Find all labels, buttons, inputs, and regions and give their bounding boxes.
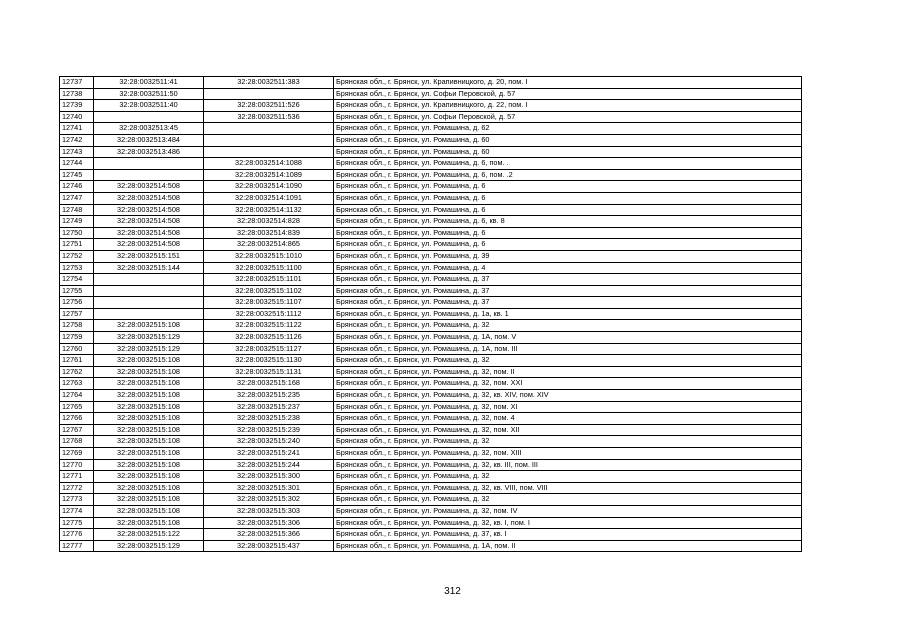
record-number-cell: 12773 (60, 494, 94, 506)
object-cadastral-number-cell: 32:28:0032515:1127 (204, 343, 334, 355)
source-cadastral-number-cell: 32:28:0032515:108 (94, 390, 204, 402)
table-row (60, 169, 802, 181)
address-cell: Брянская обл., г. Брянск, ул. Крапивницкого, д. 22, пом. I (334, 100, 802, 112)
object-cadastral-number-cell (204, 123, 334, 135)
address-cell: Брянская обл., г. Брянск, ул. Ромашина, д. 6 (334, 192, 802, 204)
object-cadastral-number-cell: 32:28:0032511:383 (204, 77, 334, 89)
address-cell: Брянская обл., г. Брянск, ул. Ромашина, д. 32, кв. I, пом. I (334, 517, 802, 529)
record-number-cell: 12768 (60, 436, 94, 448)
source-cadastral-number-cell (94, 158, 204, 170)
object-cadastral-number-cell: 32:28:0032515:1102 (204, 285, 334, 297)
table-row (60, 517, 802, 529)
record-number-cell: 12776 (60, 529, 94, 541)
source-cadastral-number-cell: 32:28:0032514:508 (94, 239, 204, 251)
source-cadastral-number-cell: 32:28:0032515:108 (94, 448, 204, 460)
source-cadastral-number-cell: 32:28:0032515:108 (94, 494, 204, 506)
table-row (60, 297, 802, 309)
address-cell: Брянская обл., г. Брянск, ул. Софьи Перовской, д. 57 (334, 88, 802, 100)
address-cell: Брянская обл., г. Брянск, ул. Ромашина, д. 6 (334, 181, 802, 193)
table-row (60, 239, 802, 251)
source-cadastral-number-cell: 32:28:0032515:108 (94, 413, 204, 425)
object-cadastral-number-cell: 32:28:0032515:366 (204, 529, 334, 541)
object-cadastral-number-cell: 32:28:0032515:1130 (204, 355, 334, 367)
object-cadastral-number-cell: 32:28:0032515:1126 (204, 332, 334, 344)
source-cadastral-number-cell: 32:28:0032513:486 (94, 146, 204, 158)
object-cadastral-number-cell: 32:28:0032514:828 (204, 216, 334, 228)
table-row (60, 216, 802, 228)
table-row (60, 181, 802, 193)
table-row (60, 436, 802, 448)
address-cell: Брянская обл., г. Брянск, ул. Ромашина, д. 1А, пом. V (334, 332, 802, 344)
address-cell: Брянская обл., г. Брянск, ул. Ромашина, д. 32 (334, 355, 802, 367)
address-cell: Брянская обл., г. Брянск, ул. Ромашина, д. 1а, кв. 1 (334, 308, 802, 320)
table-row (60, 540, 802, 552)
table-row (60, 134, 802, 146)
table-row (60, 88, 802, 100)
table-row (60, 482, 802, 494)
record-number-cell: 12772 (60, 482, 94, 494)
address-cell: Брянская обл., г. Брянск, ул. Ромашина, д. 60 (334, 146, 802, 158)
source-cadastral-number-cell: 32:28:0032515:108 (94, 471, 204, 483)
object-cadastral-number-cell: 32:28:0032511:526 (204, 100, 334, 112)
source-cadastral-number-cell: 32:28:0032513:484 (94, 134, 204, 146)
object-cadastral-number-cell: 32:28:0032514:1091 (204, 192, 334, 204)
address-cell: Брянская обл., г. Брянск, ул. Ромашина, д. 6 (334, 204, 802, 216)
address-cell: Брянская обл., г. Брянск, ул. Ромашина, д. 60 (334, 134, 802, 146)
table-row (60, 111, 802, 123)
object-cadastral-number-cell: 32:28:0032514:1132 (204, 204, 334, 216)
table-row (60, 401, 802, 413)
table-row (60, 471, 802, 483)
source-cadastral-number-cell: 32:28:0032514:508 (94, 204, 204, 216)
object-cadastral-number-cell: 32:28:0032515:301 (204, 482, 334, 494)
address-cell: Брянская обл., г. Брянск, ул. Крапивницкого, д. 20, пом. I (334, 77, 802, 89)
address-cell: Брянская обл., г. Брянск, ул. Ромашина, д. 32, пом. XI (334, 401, 802, 413)
table-row (60, 158, 802, 170)
address-cell: Брянская обл., г. Брянск, ул. Ромашина, д. 32 (334, 494, 802, 506)
record-number-cell: 12748 (60, 204, 94, 216)
table-row (60, 123, 802, 135)
address-cell: Брянская обл., г. Брянск, ул. Ромашина, д. 32, кв. VIII, пом. VIII (334, 482, 802, 494)
record-number-cell: 12761 (60, 355, 94, 367)
record-number-cell: 12742 (60, 134, 94, 146)
source-cadastral-number-cell (94, 274, 204, 286)
record-number-cell: 12775 (60, 517, 94, 529)
table-row (60, 332, 802, 344)
record-number-cell: 12747 (60, 192, 94, 204)
address-cell: Брянская обл., г. Брянск, ул. Ромашина, д. 37 (334, 285, 802, 297)
record-number-cell: 12753 (60, 262, 94, 274)
table-row (60, 320, 802, 332)
table-row (60, 262, 802, 274)
source-cadastral-number-cell (94, 297, 204, 309)
table-row (60, 250, 802, 262)
source-cadastral-number-cell: 32:28:0032515:108 (94, 424, 204, 436)
table-row (60, 192, 802, 204)
record-number-cell: 12743 (60, 146, 94, 158)
object-cadastral-number-cell: 32:28:0032514:865 (204, 239, 334, 251)
source-cadastral-number-cell (94, 111, 204, 123)
object-cadastral-number-cell (204, 146, 334, 158)
object-cadastral-number-cell: 32:28:0032515:235 (204, 390, 334, 402)
table-row (60, 285, 802, 297)
record-number-cell: 12757 (60, 308, 94, 320)
table-row (60, 274, 802, 286)
address-cell: Брянская обл., г. Брянск, ул. Софьи Перовской, д. 57 (334, 111, 802, 123)
record-number-cell: 12756 (60, 297, 94, 309)
object-cadastral-number-cell: 32:28:0032515:244 (204, 459, 334, 471)
source-cadastral-number-cell: 32:28:0032515:108 (94, 505, 204, 517)
address-cell: Брянская обл., г. Брянск, ул. Ромашина, д. 32, пом. XII (334, 424, 802, 436)
object-cadastral-number-cell: 32:28:0032514:1088 (204, 158, 334, 170)
record-number-cell: 12759 (60, 332, 94, 344)
source-cadastral-number-cell: 32:28:0032515:108 (94, 366, 204, 378)
object-cadastral-number-cell: 32:28:0032515:1107 (204, 297, 334, 309)
record-number-cell: 12766 (60, 413, 94, 425)
record-number-cell: 12752 (60, 250, 94, 262)
table-row (60, 366, 802, 378)
address-cell: Брянская обл., г. Брянск, ул. Ромашина, д. 32, пом. II (334, 366, 802, 378)
address-cell: Брянская обл., г. Брянск, ул. Ромашина, д. 32 (334, 320, 802, 332)
address-cell: Брянская обл., г. Брянск, ул. Ромашина, д. 6 (334, 239, 802, 251)
table-row (60, 146, 802, 158)
record-number-cell: 12765 (60, 401, 94, 413)
source-cadastral-number-cell: 32:28:0032514:508 (94, 216, 204, 228)
table-row (60, 308, 802, 320)
object-cadastral-number-cell: 32:28:0032515:300 (204, 471, 334, 483)
source-cadastral-number-cell: 32:28:0032514:508 (94, 227, 204, 239)
source-cadastral-number-cell: 32:28:0032515:108 (94, 459, 204, 471)
source-cadastral-number-cell: 32:28:0032514:508 (94, 181, 204, 193)
object-cadastral-number-cell: 32:28:0032515:237 (204, 401, 334, 413)
object-cadastral-number-cell: 32:28:0032515:1101 (204, 274, 334, 286)
registry-table (59, 76, 802, 552)
page-number: 312 (444, 586, 461, 597)
source-cadastral-number-cell: 32:28:0032515:122 (94, 529, 204, 541)
address-cell: Брянская обл., г. Брянск, ул. Ромашина, д. 4 (334, 262, 802, 274)
source-cadastral-number-cell: 32:28:0032515:108 (94, 401, 204, 413)
table-row (60, 355, 802, 367)
source-cadastral-number-cell: 32:28:0032514:508 (94, 192, 204, 204)
object-cadastral-number-cell: 32:28:0032515:1010 (204, 250, 334, 262)
record-number-cell: 12745 (60, 169, 94, 181)
record-number-cell: 12767 (60, 424, 94, 436)
address-cell: Брянская обл., г. Брянск, ул. Ромашина, д. 32 (334, 471, 802, 483)
object-cadastral-number-cell (204, 88, 334, 100)
table-row (60, 227, 802, 239)
table-row (60, 77, 802, 89)
table-row (60, 424, 802, 436)
source-cadastral-number-cell: 32:28:0032511:41 (94, 77, 204, 89)
record-number-cell: 12750 (60, 227, 94, 239)
record-number-cell: 12769 (60, 448, 94, 460)
source-cadastral-number-cell: 32:28:0032515:151 (94, 250, 204, 262)
object-cadastral-number-cell: 32:28:0032515:239 (204, 424, 334, 436)
address-cell: Брянская обл., г. Брянск, ул. Ромашина, д. 6, пом. . (334, 158, 802, 170)
address-cell: Брянская обл., г. Брянск, ул. Ромашина, д. 37 (334, 297, 802, 309)
source-cadastral-number-cell: 32:28:0032515:108 (94, 517, 204, 529)
record-number-cell: 12763 (60, 378, 94, 390)
address-cell: Брянская обл., г. Брянск, ул. Ромашина, д. 39 (334, 250, 802, 262)
source-cadastral-number-cell (94, 285, 204, 297)
address-cell: Брянская обл., г. Брянск, ул. Ромашина, д. 1А, пом. II (334, 540, 802, 552)
address-cell: Брянская обл., г. Брянск, ул. Ромашина, д. 32, кв. XIV, пом. XIV (334, 390, 802, 402)
object-cadastral-number-cell: 32:28:0032515:437 (204, 540, 334, 552)
record-number-cell: 12738 (60, 88, 94, 100)
source-cadastral-number-cell: 32:28:0032515:108 (94, 436, 204, 448)
record-number-cell: 12760 (60, 343, 94, 355)
address-cell: Брянская обл., г. Брянск, ул. Ромашина, д. 37, кв. I (334, 529, 802, 541)
source-cadastral-number-cell: 32:28:0032515:129 (94, 540, 204, 552)
record-number-cell: 12777 (60, 540, 94, 552)
record-number-cell: 12755 (60, 285, 94, 297)
table-row (60, 494, 802, 506)
address-cell: Брянская обл., г. Брянск, ул. Ромашина, д. 6, пом. .2 (334, 169, 802, 181)
object-cadastral-number-cell: 32:28:0032515:303 (204, 505, 334, 517)
record-number-cell: 12762 (60, 366, 94, 378)
record-number-cell: 12751 (60, 239, 94, 251)
address-cell: Брянская обл., г. Брянск, ул. Ромашина, д. 32, пом. XIII (334, 448, 802, 460)
record-number-cell: 12771 (60, 471, 94, 483)
table-row (60, 529, 802, 541)
object-cadastral-number-cell: 32:28:0032515:306 (204, 517, 334, 529)
object-cadastral-number-cell: 32:28:0032515:168 (204, 378, 334, 390)
source-cadastral-number-cell (94, 308, 204, 320)
registry-table-body (60, 77, 802, 552)
object-cadastral-number-cell: 32:28:0032515:302 (204, 494, 334, 506)
source-cadastral-number-cell: 32:28:0032511:50 (94, 88, 204, 100)
source-cadastral-number-cell: 32:28:0032513:45 (94, 123, 204, 135)
table-row (60, 378, 802, 390)
source-cadastral-number-cell: 32:28:0032515:108 (94, 355, 204, 367)
record-number-cell: 12749 (60, 216, 94, 228)
object-cadastral-number-cell: 32:28:0032514:1089 (204, 169, 334, 181)
table-row (60, 100, 802, 112)
record-number-cell: 12774 (60, 505, 94, 517)
record-number-cell: 12754 (60, 274, 94, 286)
object-cadastral-number-cell: 32:28:0032515:1122 (204, 320, 334, 332)
source-cadastral-number-cell: 32:28:0032511:40 (94, 100, 204, 112)
address-cell: Брянская обл., г. Брянск, ул. Ромашина, д. 6 (334, 227, 802, 239)
record-number-cell: 12770 (60, 459, 94, 471)
table-row (60, 505, 802, 517)
object-cadastral-number-cell: 32:28:0032511:536 (204, 111, 334, 123)
address-cell: Брянская обл., г. Брянск, ул. Ромашина, д. 6, кв. 8 (334, 216, 802, 228)
address-cell: Брянская обл., г. Брянск, ул. Ромашина, д. 32, пом. 4 (334, 413, 802, 425)
record-number-cell: 12746 (60, 181, 94, 193)
address-cell: Брянская обл., г. Брянск, ул. Ромашина, д. 32, пом. IV (334, 505, 802, 517)
object-cadastral-number-cell: 32:28:0032515:1131 (204, 366, 334, 378)
address-cell: Брянская обл., г. Брянск, ул. Ромашина, д. 62 (334, 123, 802, 135)
table-row (60, 459, 802, 471)
table-row (60, 448, 802, 460)
record-number-cell: 12737 (60, 77, 94, 89)
object-cadastral-number-cell: 32:28:0032515:240 (204, 436, 334, 448)
record-number-cell: 12744 (60, 158, 94, 170)
address-cell: Брянская обл., г. Брянск, ул. Ромашина, д. 1А, пом. III (334, 343, 802, 355)
address-cell: Брянская обл., г. Брянск, ул. Ромашина, д. 32, пом. XXI (334, 378, 802, 390)
record-number-cell: 12741 (60, 123, 94, 135)
table-row (60, 413, 802, 425)
source-cadastral-number-cell: 32:28:0032515:108 (94, 320, 204, 332)
table-row (60, 390, 802, 402)
source-cadastral-number-cell: 32:28:0032515:144 (94, 262, 204, 274)
object-cadastral-number-cell: 32:28:0032514:839 (204, 227, 334, 239)
object-cadastral-number-cell: 32:28:0032514:1090 (204, 181, 334, 193)
source-cadastral-number-cell (94, 169, 204, 181)
object-cadastral-number-cell: 32:28:0032515:241 (204, 448, 334, 460)
table-row (60, 343, 802, 355)
record-number-cell: 12740 (60, 111, 94, 123)
address-cell: Брянская обл., г. Брянск, ул. Ромашина, д. 32, кв. III, пом. III (334, 459, 802, 471)
source-cadastral-number-cell: 32:28:0032515:108 (94, 378, 204, 390)
record-number-cell: 12764 (60, 390, 94, 402)
source-cadastral-number-cell: 32:28:0032515:108 (94, 482, 204, 494)
object-cadastral-number-cell (204, 134, 334, 146)
object-cadastral-number-cell: 32:28:0032515:238 (204, 413, 334, 425)
object-cadastral-number-cell: 32:28:0032515:1100 (204, 262, 334, 274)
address-cell: Брянская обл., г. Брянск, ул. Ромашина, д. 37 (334, 274, 802, 286)
object-cadastral-number-cell: 32:28:0032515:1112 (204, 308, 334, 320)
source-cadastral-number-cell: 32:28:0032515:129 (94, 343, 204, 355)
table-row (60, 204, 802, 216)
address-cell: Брянская обл., г. Брянск, ул. Ромашина, д. 32 (334, 436, 802, 448)
source-cadastral-number-cell: 32:28:0032515:129 (94, 332, 204, 344)
record-number-cell: 12739 (60, 100, 94, 112)
record-number-cell: 12758 (60, 320, 94, 332)
